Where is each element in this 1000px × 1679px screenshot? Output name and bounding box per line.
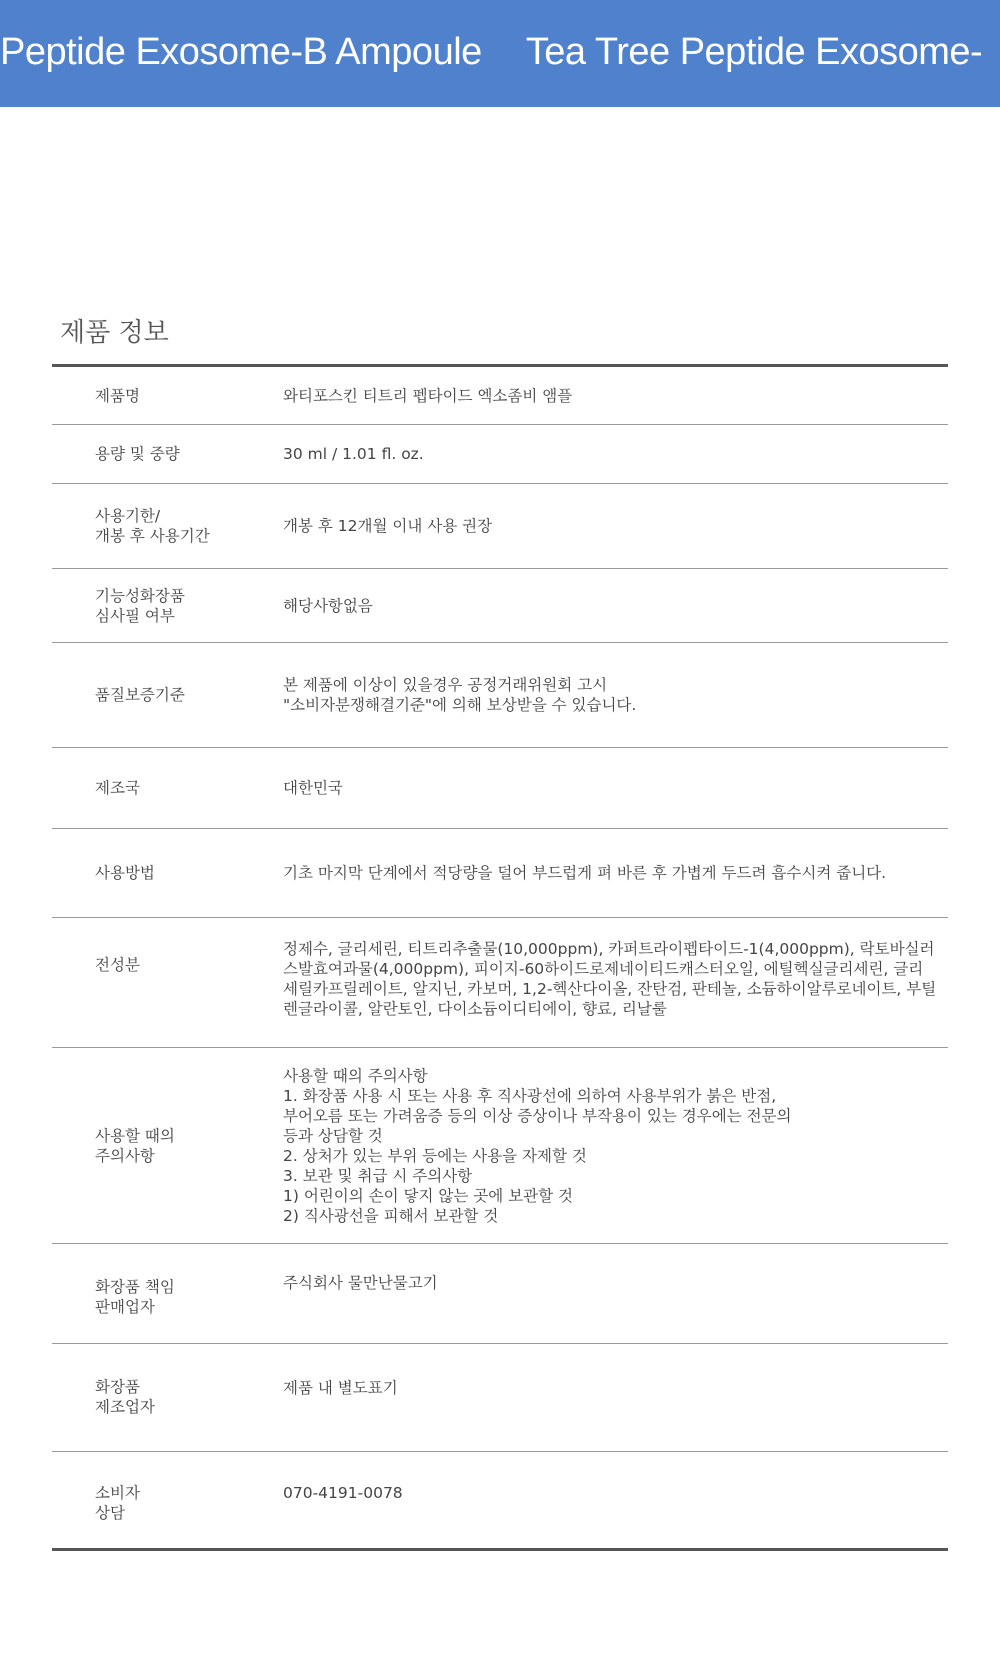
table-row: [52, 918, 948, 1048]
banner-item: Peptide Exosome-B Ampoule: [0, 31, 482, 73]
row-label: 사용할 때의 주의사항: [52, 1048, 283, 1244]
table-row: [52, 748, 948, 829]
table-row: [52, 829, 948, 918]
row-value: 개봉 후 12개월 이내 사용 권장: [283, 484, 948, 569]
row-value: 제품 내 별도표기: [283, 1344, 948, 1452]
table-row: [52, 1244, 948, 1344]
row-label: 사용방법: [52, 829, 283, 918]
row-label: 기능성화장품 심사필 여부: [52, 569, 283, 643]
row-label: 화장품 제조업자: [52, 1344, 283, 1452]
row-value: 기초 마지막 단계에서 적당량을 덜어 부드럽게 펴 바른 후 가볍게 두드려 흡수시켜 줍니다.: [283, 829, 948, 918]
row-value: 주식회사 물만난물고기: [283, 1244, 948, 1344]
table-row: [52, 366, 948, 425]
row-value: 사용할 때의 주의사항 1. 화장품 사용 시 또는 사용 후 직사광선에 의하여 사용부위가 붉은 반점, 부어오름 또는 가려움증 등의 이상 증상이나 부작용이 있는 경우에는 전문의 등과 상담할 것 2. 상처가 있는 부위 등에는 사용을 자제할 것 3. 보관 및 취급 시 주의사항 1) 어린이의 손이 닿지 않는 곳에 보관할 것 2) 직사광선을 피해서 보관할 것: [283, 1048, 948, 1244]
banner-item: Tea Tree Peptide Exosome-: [525, 31, 983, 73]
table-row: [52, 1452, 948, 1550]
table-row: [52, 1048, 948, 1244]
product-info-table: [52, 364, 948, 1551]
row-value: 본 제품에 이상이 있을경우 공정거래위원회 고시 "소비자분쟁해결기준"에 의해 보상받을 수 있습니다.: [283, 643, 948, 748]
row-value: 해당사항없음: [283, 569, 948, 643]
row-value: 와티포스킨 티트리 펩타이드 엑소좀비 앰플: [283, 386, 573, 405]
row-value: 정제수, 글리세린, 티트리추출물(10,000ppm), 카퍼트라이펩타이드-1(4,000ppm), 락토바실러스발효여과물(4,000ppm), 피이지-60하이드로제네이티드캐스터오일, 에틸헥실글리세린, 글리세릴카프릴레이트, 알지닌, 카보머, 1,2-헥산다이올, 잔탄검, 판테놀, 소듐하이알루로네이트, 부틸렌글라이콜, 알란토인, 다이소듐이디티에이, 향료, 리날룰: [283, 918, 948, 1048]
table-row: [52, 1344, 948, 1452]
row-value: 대한민국: [283, 748, 948, 829]
row-label: 사용기한/ 개봉 후 사용기간: [52, 484, 283, 569]
row-label: 소비자 상담: [52, 1452, 283, 1550]
banner-marquee: [0, 27, 982, 77]
table-row: [52, 425, 948, 484]
section-title: 제품 정보: [60, 318, 169, 348]
table-row: [52, 569, 948, 643]
row-label: 화장품 책임 판매업자: [52, 1244, 283, 1344]
product-name-banner: [0, 0, 1000, 107]
row-label: 전성분: [52, 918, 283, 1048]
row-label: 제품명: [95, 386, 140, 405]
table-row: [52, 643, 948, 748]
row-label: 용량 및 중량: [52, 425, 283, 484]
row-value: 070-4191-0078: [283, 1452, 948, 1550]
row-value: 30 ml / 1.01 fl. oz.: [283, 425, 948, 484]
table-row: [52, 484, 948, 569]
row-label: 제조국: [52, 748, 283, 829]
row-label: 품질보증기준: [52, 643, 283, 748]
